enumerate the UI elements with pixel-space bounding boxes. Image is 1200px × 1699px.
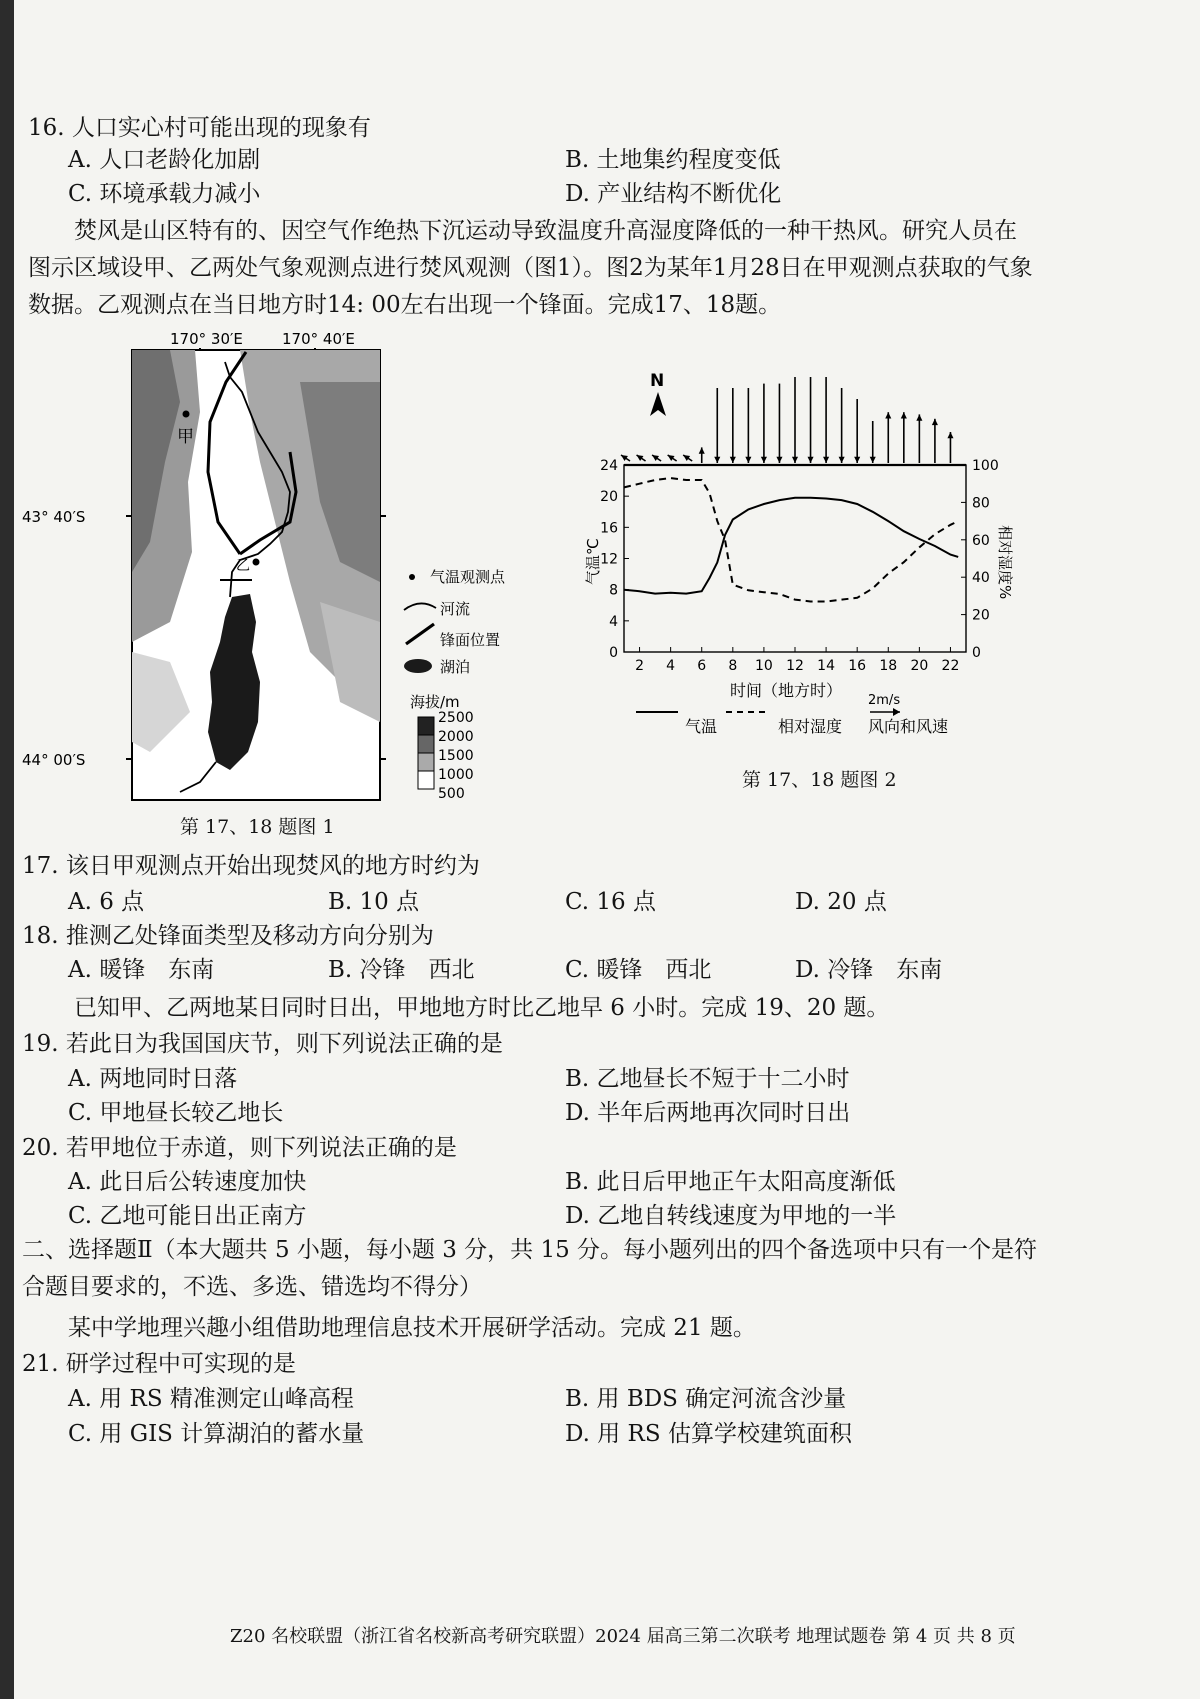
y-right-tick-label-40: 40 [972,570,990,587]
legend-lake: 湖泊 [440,658,471,676]
legend-temp: 气温 [685,717,718,736]
elev-1500: 1500 [438,748,474,764]
lon-label-1: 170° 30′E [170,330,243,348]
q18-option-c: C. 暖锋 西北 [565,957,712,983]
x-tick-label-22: 22 [941,658,960,674]
x-tick-label-6: 6 [697,658,707,674]
y-left-tick-label-8: 8 [609,582,618,599]
station-jia-dot [183,411,190,418]
q16-stem: 16. 人口实心村可能出现的现象有 [28,115,371,141]
wind-arrowhead-14 [823,457,829,463]
q21-option-a: A. 用 RS 精准测定山峰高程 [68,1386,354,1412]
wind-arrowhead-15 [839,457,845,463]
wind-arrowhead-21 [932,419,938,425]
y-right-tick-label-0: 0 [972,645,981,661]
wind-arrowhead-13 [808,457,814,463]
y-left-tick-label-16: 16 [600,520,618,537]
wind-arrowhead-20 [916,414,922,420]
y-right-tick-label-60: 60 [972,532,990,549]
wind-arrowhead-10 [761,457,767,463]
wind-arrowhead-9 [745,457,751,463]
x-tick-label-2: 2 [635,658,645,674]
legend-river: 河流 [440,600,471,618]
q17-option-c: C. 16 点 [565,889,656,915]
north-arrow-icon [650,392,666,416]
y-left-tick-label-0: 0 [609,645,618,661]
q16-option-d: D. 产业结构不断优化 [565,181,782,207]
front-icon [406,624,434,644]
lat-label-2: 44° 00′S [22,751,86,769]
elev-title: 海拔/m [410,693,460,711]
legend-station: 气温观测点 [430,568,506,586]
q20-option-b: B. 此日后甲地正午太阳高度渐低 [565,1169,896,1195]
wind-arrowhead-11 [776,457,782,463]
elev-500: 500 [438,786,465,802]
x-tick-label-16: 16 [848,658,867,674]
legend-front: 锋面位置 [440,631,501,649]
station-yi-label: 乙 [236,558,250,574]
q17-stem: 17. 该日甲观测点开始出现焚风的地方时约为 [22,853,480,879]
x-tick-label-10: 10 [754,658,773,674]
section-2-heading: 二、选择题Ⅱ（本大题共 5 小题，每小题 3 分，共 15 分。每小题列出的四个备选项中只有一个是符合题目要求的，不选、多选、错选均不得分） [22,1237,1038,1300]
x-tick-label-20: 20 [910,658,929,674]
q18-option-b: B. 冷锋 西北 [328,957,475,983]
q19-stem: 19. 若此日为我国国庆节，则下列说法正确的是 [22,1031,503,1057]
q19-option-b: B. 乙地昼长不短于十二小时 [565,1066,850,1092]
intro-21: 某中学地理兴趣小组借助地理信息技术开展研学活动。完成 21 题。 [68,1315,756,1341]
q17-option-b: B. 10 点 [328,889,420,915]
wind-arrowhead-7 [714,457,720,463]
intro-17-18: 焚风是山区特有的、因空气作绝热下沉运动导致温度升高湿度降低的一种干热风。研究人员在图示区域设甲、乙两处气象观测点进行焚风观测（图1）。图2为某年1月28日在甲观测点获取的气象数据。乙观测点在当日地方时14: 00左右出现一个锋面。完成17、18题。 [28,218,1033,318]
plot-frame [624,465,966,652]
station-jia-label: 甲 [177,427,194,447]
x-tick-label-12: 12 [786,658,804,674]
q17-option-a: A. 6 点 [68,889,145,915]
figure-1-map [20,322,506,842]
scan-edge [0,0,14,1699]
dot-icon [409,574,415,580]
y-left-tick-label-24: 24 [600,458,618,474]
wind-arrowhead-16 [854,457,860,463]
q18-option-d: D. 冷锋 东南 [795,957,943,983]
figure-2-caption: 第 17、18 题图 2 [742,769,897,791]
q20-option-c: C. 乙地可能日出正南方 [68,1203,307,1229]
q20-option-a: A. 此日后公转速度加快 [68,1169,307,1195]
lake-icon [404,659,432,673]
elev-1000: 1000 [438,767,474,783]
x-tick-label-18: 18 [879,658,898,674]
y-right-label: 相对湿度% [996,525,1014,600]
river-icon [404,603,436,610]
figure-2-chart [580,360,1040,760]
y-left-tick-label-4: 4 [609,613,618,630]
wind-arrowhead-12 [792,457,798,463]
wind-scale-label: 2m/s [868,693,901,708]
north-label: N [650,371,665,391]
q21-option-b: B. 用 BDS 确定河流含沙量 [565,1386,847,1412]
wind-arrowhead-8 [730,457,736,463]
lat-label-1: 43° 40′S [22,508,86,526]
elev-2500: 2500 [438,710,474,726]
y-left-tick-label-12: 12 [600,551,618,568]
elev-2000: 2000 [438,729,474,745]
x-tick-label-8: 8 [728,658,738,674]
q16-option-c: C. 环境承载力减小 [68,181,261,207]
wind-arrowhead-17 [870,457,876,463]
q17-option-d: D. 20 点 [795,889,887,915]
legend-wind: 风向和风速 [868,717,949,736]
x-tick-label-14: 14 [817,658,836,674]
y-right-tick-label-100: 100 [972,458,999,474]
x-tick-label-4: 4 [666,658,676,674]
wind-arrowhead-22 [947,432,953,438]
page-footer: Z20 名校联盟（浙江省名校新高考研究联盟）2024 届高三第二次联考 地理试题卷 第 4 页 共 8 页 [230,1626,1016,1647]
series-temperature-line [624,498,958,594]
intro-19-20: 已知甲、乙两地某日同时日出，甲地地方时比乙地早 6 小时。完成 19、20 题。 [74,995,890,1021]
wind-arrowhead-18 [885,412,891,418]
q21-option-c: C. 用 GIS 计算湖泊的蓄水量 [68,1421,365,1447]
q16-option-a: A. 人口老龄化加剧 [68,147,261,173]
legend-humidity: 相对湿度 [778,717,843,736]
series-humidity-line [624,478,958,601]
q18-option-a: A. 暖锋 东南 [68,957,215,983]
q19-option-c: C. 甲地昼长较乙地长 [68,1100,284,1126]
y-right-tick-label-20: 20 [972,607,990,624]
lon-label-2: 170° 40′E [282,330,355,348]
q21-stem: 21. 研学过程中可实现的是 [22,1351,296,1377]
plot-area [600,377,1014,674]
y-right-tick-label-80: 80 [972,495,990,512]
wind-arrowhead-6 [699,447,705,453]
q21-option-d: D. 用 RS 估算学校建筑面积 [565,1421,852,1447]
q20-option-d: D. 乙地自转线速度为甲地的一半 [565,1203,897,1229]
x-axis-label: 时间（地方时） [730,681,843,700]
figure-1-caption: 第 17、18 题图 1 [180,816,335,838]
station-yi-dot [253,559,260,566]
q20-stem: 20. 若甲地位于赤道，则下列说法正确的是 [22,1135,457,1161]
q18-stem: 18. 推测乙处锋面类型及移动方向分别为 [22,923,434,949]
q19-option-a: A. 两地同时日落 [68,1066,238,1092]
y-left-tick-label-20: 20 [600,489,618,506]
q16-option-b: B. 土地集约程度变低 [565,147,781,173]
y-left-label: 气温℃ [584,538,602,585]
wind-arrowhead-19 [901,412,907,418]
q19-option-d: D. 半年后两地再次同时日出 [565,1100,851,1126]
